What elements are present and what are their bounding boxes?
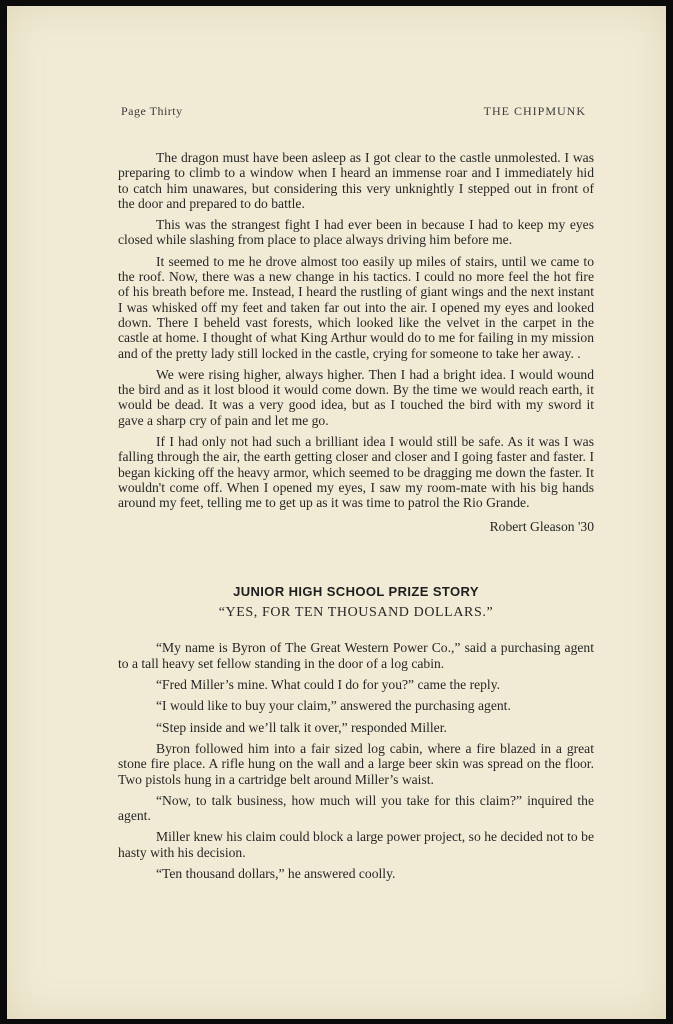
paragraph: “I would like to buy your claim,” answered the purchasing agent. [156,698,511,714]
paragraph: This was the strangest fight I had ever been in because I had to keep my eyes closed while slashing from place to place always driving him before me. [118,217,594,248]
document-page [7,6,666,1019]
paragraph: “Ten thousand dollars,” he answered coolly. [156,865,396,881]
page-number-label: Page Thirty [121,104,183,118]
paragraph: It seemed to me he drove almost too easily up miles of stairs, until we came to the roof. Now, there was a new change in his tactics. I could no more feel the hot fire of his breath before me. Instead, I heard the rustling of giant wings and the next instant I was whisked off my feet and taken far out into the air. I opened my eyes and looked down. There I beheld vast forests, which looked like the velvet in the carpet in the castle at home. I thought of what King Arthur would do to me for failing in my mission and of the pretty lady still locked in the castle, crying for someone to take her away. . [118,253,594,361]
page-body [118,150,594,887]
story-prize [118,584,594,881]
paragraph: Byron followed him into a fair sized log cabin, where a fire blazed in a great stone fire place. A rifle hung on the wall and a large beer skin was spread on the floor. Two pistols hung in a cartridge belt around Miller’s waist. [118,740,594,787]
paragraph: Miller knew his claim could block a large power project, so he decided not to be hasty with his decision. [118,829,594,860]
story-dragon [118,150,594,534]
paragraph: The dragon must have been asleep as I got clear to the castle unmolested. I was preparing to climb to a window when I heard an immense roar and I immediately hid to catch him unawares, but considering this very unknightly I stepped out in front of the door and prepared to do battle. [118,150,594,211]
author-signature: Robert Gleason '30 [489,518,594,534]
paragraph: “Step inside and we’ll talk it over,” responded Miller. [156,719,447,735]
paragraph: If I had only not had such a brilliant idea I would still be safe. As it was I was falling through the air, the earth getting closer and closer and I going faster and faster. I began kicking off the heavy armor, which seemed to be dragging me down the faster. It wouldn't come off. When I opened my eyes, I saw my room-mate with his big hands around my feet, telling me to get up as it was time to patrol the Rio Grande. [118,434,594,511]
publication-title: THE CHIPMUNK [483,104,586,118]
paragraph: We were rising higher, always higher. Then I had a bright idea. I would wound the bird and as it lost blood it would come down. By the time we would reach earth, it would be dead. It was a very good idea, but as I touched the bird with my sword it gave a sharp cry of pain and let me go. [118,366,594,428]
story-title: “YES, FOR TEN THOUSAND DOLLARS.” [218,605,494,621]
section-heading: JUNIOR HIGH SCHOOL PRIZE STORY [233,583,479,599]
paragraph: “Fred Miller’s mine. What could I do for you?” came the reply. [156,677,501,693]
paragraph: “My name is Byron of The Great Western Power Co.,” said a purchasing agent to a tall heavy set fellow standing in the door of a log cabin. [118,640,594,671]
paragraph: “Now, to talk business, how much will you take for this claim?” inquired the agent. [118,792,594,824]
